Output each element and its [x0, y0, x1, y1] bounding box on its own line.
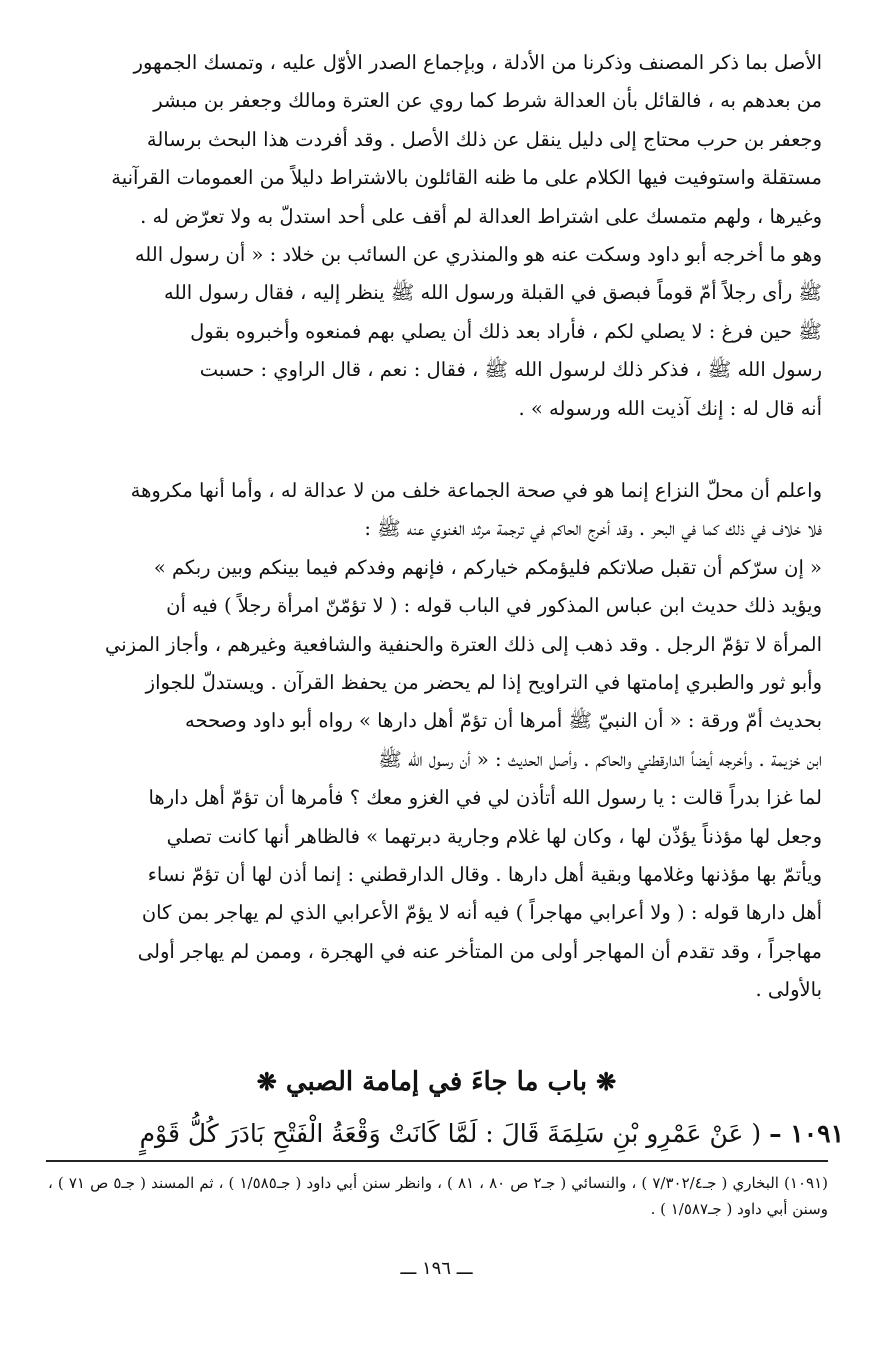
text-line: مستقلة واستوفيت فيها الكلام على ما ظنه القائلون بالاشتراط دليلاً من العمومات القرآنية	[111, 166, 822, 190]
chapter-title-text: باب ما جاءَ في إمامة الصبي	[285, 1067, 588, 1097]
text-line: وغيرها ، ولهم متمسك على اشتراط العدالة لم أقف على أحد استدلّ به ولا تعرّض له .	[140, 204, 822, 228]
text-line: ويؤيد ذلك حديث ابن عباس المذكور في الباب قوله : ( لا تؤمّنّ امرأة رجلاً ) فيه أن	[166, 594, 822, 618]
text-line: المرأة لا تؤمّ الرجل . وقد ذهب إلى ذلك العترة والحنفية والشافعية وغيرهم ، وأجاز المزني	[105, 632, 822, 656]
text-line: « إن سرّكم أن تقبل صلاتكم فليؤمكم خياركم ، فإنهم وفدكم فيما بينكم وبين ربكم »	[153, 555, 822, 579]
text-line: مهاجراً ، وقد تقدم أن المهاجر أولى من المتأخر عنه في الهجرة ، وممن لم يهاجر أولى	[137, 939, 822, 963]
ornament-star-icon: ❋	[256, 1067, 277, 1096]
text-line: أنه قال له : إنك آذيت الله ورسوله » .	[518, 396, 822, 420]
text-line: واعلم أن محلّ النزاع إنما هو في صحة الجماعة خلف من لا عدالة له ، وأما أنها مكروهة	[130, 479, 822, 502]
text-line: رسول الله ﷺ ، فذكر ذلك لرسول الله ﷺ ، فقال : نعم ، قال الراوي : حسبت	[199, 358, 822, 382]
hadith-number: ١٠٩١ –	[769, 1119, 844, 1148]
text-line: ويأتمّ بها مؤذنها وغلامها وبقية أهل دارها . وقال الدارقطني : إنما أذن لها أن تؤمّ نساء	[147, 863, 822, 887]
text-line: لما غزا بدراً قالت : يا رسول الله أتأذن لي في الغزو معك ؟ فأمرها أن تؤمّ أهل دارها	[148, 786, 822, 810]
text-line: ابن خزيمة . وأخرجه أيضاً الدارقطني والحاكم . وأصل الحديث : « أن رسول الله ﷺ	[378, 747, 822, 771]
text-line: فلا خلاف في ذلك كما في البحر . وقد أخرج الحاكم في ترجمة مرثد الغنوي عنه ﷺ :	[364, 517, 822, 541]
commentary-paragraph-1	[48, 44, 822, 428]
footnote: (١٠٩١) البخاري ( جـ٧/٣٠٢/٤ ) ، والنسائي ( جـ٢ ص ٨٠ ، ٨١ ) ، وانظر سنن أبي داود ( جـ١/٥٨٥ ) ، ثم المسند ( جـ٥ ص ٧١ ) ، وسنن أبي داود ( جـ١/٥٨٧ ) .	[48, 1174, 828, 1218]
ornament-star-icon: ❋	[596, 1067, 617, 1096]
text-line: وأبو ثور والطبري إمامتها في التراويح إذا لم يحضر من يحفظ القرآن . ويستدلّ للجواز	[145, 671, 822, 695]
text-line: أهل دارها قوله : ( ولا أعرابي مهاجراً ) فيه أنه لا يؤمّ الأعرابي الذي لم يهاجر بمن كان	[141, 901, 822, 925]
text-line: بالأولى .	[755, 978, 822, 1002]
text-line: ﷺ رأى رجلاً أمّ قوماً فبصق في القبلة ورسول الله ﷺ ينظر إليه ، فقال رسول الله	[163, 281, 822, 305]
footnote-divider	[46, 1160, 828, 1162]
commentary-paragraph-2	[48, 472, 822, 1010]
text-line: وجعل لها مؤذناً يؤذّن لها ، وكان لها غلام وجارية دبرتهما » فالظاهر أنها كانت تصلي	[166, 824, 822, 848]
text-line: وهو ما أخرجه أبو داود وسكت عنه هو والمنذري عن السائب بن خلاد : « أن رسول الله	[134, 243, 822, 267]
text-line: بحديث أمّ ورقة : « أن النبيّ ﷺ أمرها أن تؤمّ أهل دارها » رواه أبو داود وصححه	[185, 709, 822, 733]
text-line: الأصل بما ذكر المصنف وذكرنا من الأدلة ، وبإجماع الصدر الأوّل عليه ، وتمسك الجمهور	[133, 51, 822, 74]
text-line: ﷺ حين فرغ : لا يصلي لكم ، فأراد بعد ذلك أن يصلي بهم فمنعوه وأخبروه بقول	[190, 319, 822, 343]
page-number: ـــ ١٩٦ ـــ	[400, 1258, 473, 1279]
text-line: من بعدهم به ، فالقائل بأن العدالة شرط كما روي عن العترة ومالك وجعفر بن مبشر	[153, 89, 822, 113]
text-line: وجعفر بن حرب محتاج إلى دليل ينقل عن ذلك الأصل . وقد أفردت هذا البحث برسالة	[146, 127, 822, 151]
chapter-heading	[0, 1064, 873, 1100]
hadith-body: ( عَنْ عَمْرِو بْنِ سَلِمَةَ قَالَ : لَمَّا كَانَتْ وَقْعَةُ الْفَتْحِ بَادَرَ كُلُّ قَوْمٍ	[139, 1119, 762, 1148]
hadith-text	[44, 1114, 844, 1154]
